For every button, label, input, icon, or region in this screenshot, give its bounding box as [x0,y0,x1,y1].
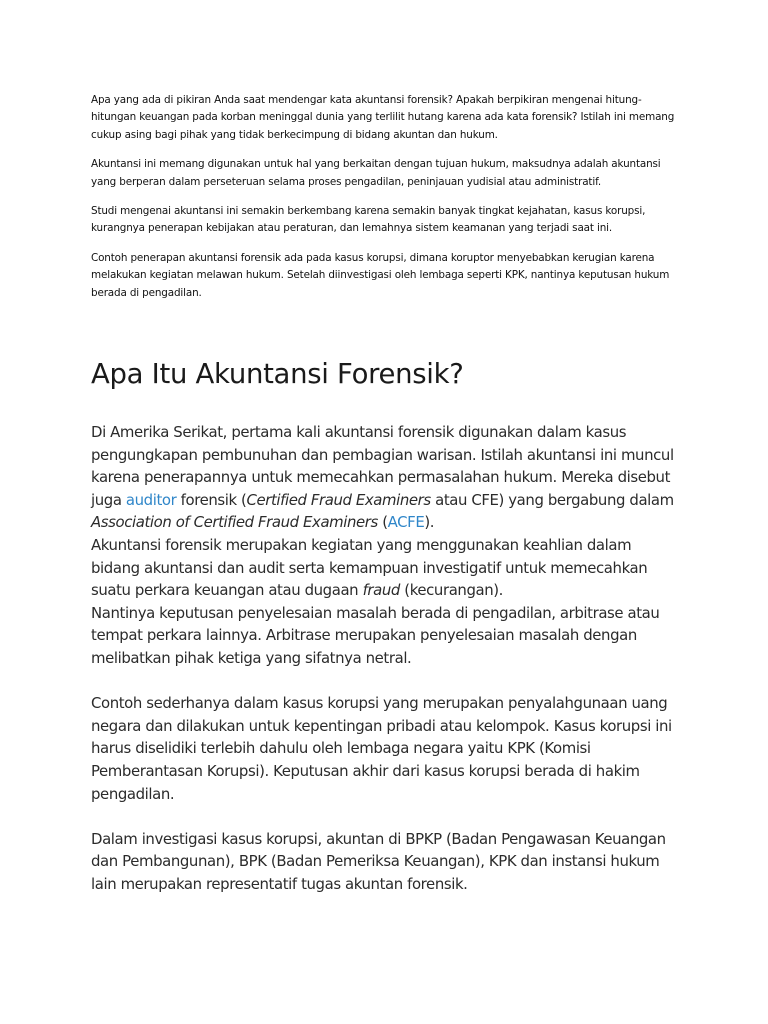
body-text: ( [377,513,388,532]
body-text: Akuntansi forensik merupakan kegiatan yang menggunakan keahlian dalam bidang akuntansi dan audit serta kemampuan investigatif untuk memecahkan suatu perkara keuangan atau dugaan [91,535,648,600]
body-paragraph-4: Contoh sederhanya dalam kasus korupsi yang merupakan penyalahgunaan uang negara dan dilakukan untuk kepentingan pribadi atau kelompok. Kasus korupsi ini harus diselidiki terlebih dahulu oleh lembaga negara yaitu KPK (Komisi Pemberantasan Korupsi). Keputusan akhir dari kasus korupsi berada di hakim pengadilan. [91,694,672,803]
body-paragraph-5: Dalam investigasi kasus korupsi, akuntan di BPKP (Badan Pengawasan Keuangan dan Pembangunan), BPK (Badan Pemeriksa Keuangan), KPK dan instansi hukum lain merupakan representatif tugas akuntan forensik. [91,829,666,893]
body-paragraph-2 [91,534,681,602]
auditor-link[interactable]: auditor [125,490,177,509]
body-text: (kecurangan). [399,581,504,600]
intro-paragraph-3: Studi mengenai akuntansi ini semakin berkembang karena semakin banyak tingkat kejahatan, kasus korupsi, kurangnya penerapan kebijakan atau peraturan, dan lemahnya sistem keamanan yang terjadi saat ini. [91,205,646,235]
article-body [91,421,681,895]
section-heading: Apa Itu Akuntansi Forensik? [91,358,464,390]
intro-section [91,92,681,314]
body-paragraph-3: Nantinya keputusan penyelesaian masalah berada di pengadilan, arbitrase atau tempat perkara lainnya. Arbitrase merupakan penyelesaian masalah dengan melibatkan pihak ketiga yang sifatnya netral. [91,603,660,667]
intro-paragraph-1: Apa yang ada di pikiran Anda saat mendengar kata akuntansi forensik? Apakah berpikiran mengenai hitung-hitungan keuangan pada korban meninggal dunia yang terlilit hutang karena ada kata forensik? Istilah ini memang cukup asing bagi pihak yang tidak berkecimpung di bidang akuntan dan hukum. [91,94,675,141]
body-text: ). [424,513,435,532]
acfe-link[interactable]: ACFE [387,513,425,532]
acfe-term: Association of Certified Fraud Examiners [91,513,378,532]
intro-paragraph-2: Akuntansi ini memang digunakan untuk hal yang berkaitan dengan tujuan hukum, maksudnya adalah akuntansi yang berperan dalam perseteruan selama proses pengadilan, peninjauan yudisial atau administratif. [91,158,661,188]
cfe-term: Certified Fraud Examiners [246,490,431,509]
body-text: forensik ( [176,490,247,509]
body-text: Di Amerika Serikat, pertama kali akuntansi forensik digunakan dalam kasus pengungkapan pembunuhan dan pembagian warisan. Istilah akuntansi ini muncul karena penerapannya untuk memecahkan permasalahan hukum. Mereka disebut juga [91,423,674,509]
body-paragraph-1 [91,421,681,534]
body-text: atau CFE) yang bergabung dalam [430,490,674,509]
intro-paragraph-4: Contoh penerapan akuntansi forensik ada pada kasus korupsi, dimana koruptor menyebabkan kerugian karena melakukan kegiatan melawan hukum. Setelah diinvestigasi oleh lembaga seperti KPK, nantinya keputusan hukum berada di pengadilan. [91,251,670,299]
fraud-term: fraud [362,581,400,600]
